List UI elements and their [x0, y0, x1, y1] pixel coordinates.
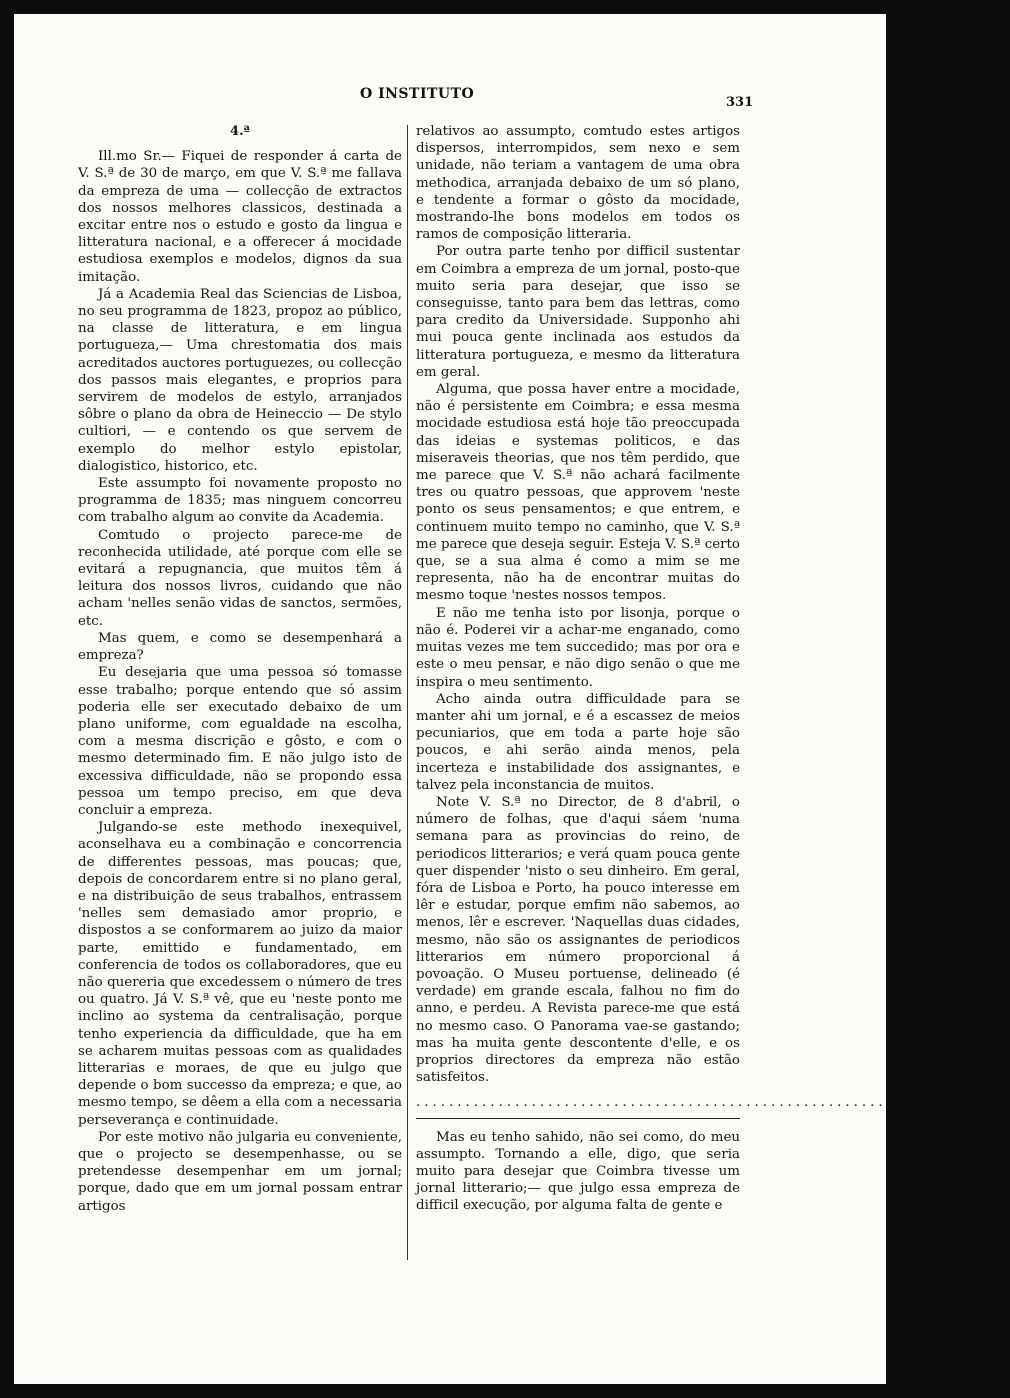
paragraph: Já a Academia Real das Sciencias de Lisboa, no seu programma de 1823, propoz ao público, na classe de litteratura, e em lingua portugueza,— Uma chrestomatia dos mais acreditados auctores portuguezes, ou collecção dos passos mais elegantes, e proprios para servirem de modelos de estylo, arranjados sôbre o plano da obra de Heineccio — De stylo cultiori, — e contendo os que servem de exemplo do melhor estylo epistolar, dialogistico, historico, etc. — [78, 286, 402, 474]
paragraph: Eu desejaria que uma pessoa só tomasse esse trabalho; porque entendo que só assim poderia elle ser executado debaixo de um plano uniforme, com egualdade na escolha, com a mesma discrição e gôsto, e com o mesmo determinado fim. E não julgo isto de excessiva difficuldade, não se propondo essa pessoa um tempo preciso, em que deva concluir a empreza. — [78, 665, 402, 818]
paragraph: Este assumpto foi novamente proposto no programma de 1835; mas ninguem concorreu com trabalho algum ao convite da Academia. — [78, 476, 402, 526]
section-rule — [416, 1118, 740, 1119]
paragraph: Acho ainda outra difficuldade para se manter ahi um jornal, e é a escassez de meios pecuniarios, que em toda a parte hoje são poucos, e ahi serão ainda menos, pela incerteza e instabilidade dos assignantes, e talvez pela inconstancia de muitos. — [416, 691, 740, 793]
right-column — [416, 123, 1010, 1215]
section-number: 4.ª — [230, 124, 250, 139]
paragraph: Julgando-se este methodo inexequivel, aconselhava eu a combinação e concorrencia de differentes pessoas, mas poucas; que, depois de concordarem entre si no plano geral, e na distribuição de seus trabalhos, entrassem 'nelles sem demasiado amor proprio, e dispostos a se conformarem ao juizo da maior parte, emittido e fundamentado, em conferencia de todos os collaboradores, que eu não quereria que excedessem o número de tres ou quatro. Já V. S.ª vê, que eu 'neste ponto me inclino ao systema da centralisação, porque tenho experiencia da difficuldade, que ha em se acharem muitas pessoas com as qualidades litterarias e moraes, de que eu julgo que depende o bom successo da empreza; e que, ao mesmo tempo, se dêem a ella com a necessaria perseverança e continuidade. — [78, 820, 402, 1128]
paragraph: Mas quem, e como se desempenhará a empreza? — [78, 630, 402, 664]
page-number: 331 — [726, 95, 754, 110]
paragraph: E não me tenha isto por lisonja, porque o não é. Poderei vir a achar-me enganado, como muitas vezes me tem succedido; mas por ora e este o meu pensar, e não digo senão o que me inspira o meu sentimento. — [416, 605, 740, 690]
paragraph: Note V. S.ª no Director, de 8 d'abril, o número de folhas, que d'aqui sáem 'numa semana para as provincias do reino, de periodicos litterarios; e verá quam pouca gente quer dispender 'nisto o seu dinheiro. Em geral, fóra de Lisboa e Porto, ha pouco interesse em lêr e estudar, porque emfim não sabemos, ao menos, lêr e escrever. 'Naquellas duas cidades, mesmo, não são os assignantes de periodicos litterarios em número proporcional á povoação. O Museu portuense, delineado (é verdade) em grande escala, falhou no fim do anno, e perdeu. A Revista parece-me que está no mesmo caso. O Panorama vae-se gastando; mas ha muita gente descontente d'elle, e os proprios directores da empreza não estão satisfeitos. — [416, 794, 740, 1086]
left-column — [78, 123, 402, 1215]
paragraph: Por este motivo não julgaria eu conveniente, que o projecto se desempenhasse, ou se pretendesse desempenhar em um jornal; porque, dado que em um jornal possam entrar artigos — [78, 1129, 402, 1214]
paragraph: Por outra parte tenho por difficil sustentar em Coimbra a empreza de um jornal, posto-que muito seria para desejar, que isso se conseguisse, tanto para bem das lettras, como para credito da Universidade. Supponho ahi mui pouca gente inclinada aos estudos da litteratura portugueza, e mesmo da litteratura em geral. — [416, 244, 740, 380]
paragraph: Mas eu tenho sahido, não sei como, do meu assumpto. Tornando a elle, digo, que seria muito para desejar que Coimbra tivesse um jornal litterario;— que julgo essa empreza de difficil execução, por alguma falta de gente e — [416, 1129, 740, 1214]
paragraph: Ill.mo Sr.— Fiquei de responder á carta de V. S.ª de 30 de março, em que V. S.ª me fallava da empreza de uma — collecção de extractos dos nossos melhores classicos, destinada a excitar entre nos o estudo e gosto da lingua e litteratura nacional, e a offerecer á mocidade estudiosa exemplos e modelos, dignos da sua imitação. — [78, 149, 402, 285]
paragraph: relativos ao assumpto, comtudo estes artigos dispersos, interrompidos, sem nexo e sem unidade, não teriam a vantagem de uma obra methodica, arranjada debaixo de um só plano, e tendente a formar o gôsto da mocidade, mostrando-lhe bons modelos em todos os ramos de composição litteraria. — [416, 124, 740, 243]
paragraph: Alguma, que possa haver entre a mocidade, não é persistente em Coimbra; e essa mesma mocidade estudiosa está hoje tão preoccupada das ideias e systemas politicos, e das miseraveis theorias, que nos têm perdido, que me parece que V. S.ª não achará facilmente tres ou quatro pessoas, que approvem 'neste ponto os seus pensamentos; e que entrem, e continuem muito tempo no caminho, que V. S.ª me parece que deseja seguir. Esteja V. S.ª certo que, se a sua alma é como a mim se me representa, não ha de encontrar muitas do mesmo toque 'nestes nossos tempos. — [416, 382, 740, 604]
ellipsis-line: ........................................................................ — [416, 1095, 1010, 1111]
running-header: O INSTITUTO — [360, 86, 475, 102]
column-divider — [407, 125, 408, 1260]
paragraph: Comtudo o projecto parece-me de reconhecida utilidade, até porque com elle se evitará a repugnancia, que muitos têm á leitura dos nossos livros, cuidando que não acham 'nelles senão vidas de sanctos, sermões, etc. — [78, 527, 402, 629]
